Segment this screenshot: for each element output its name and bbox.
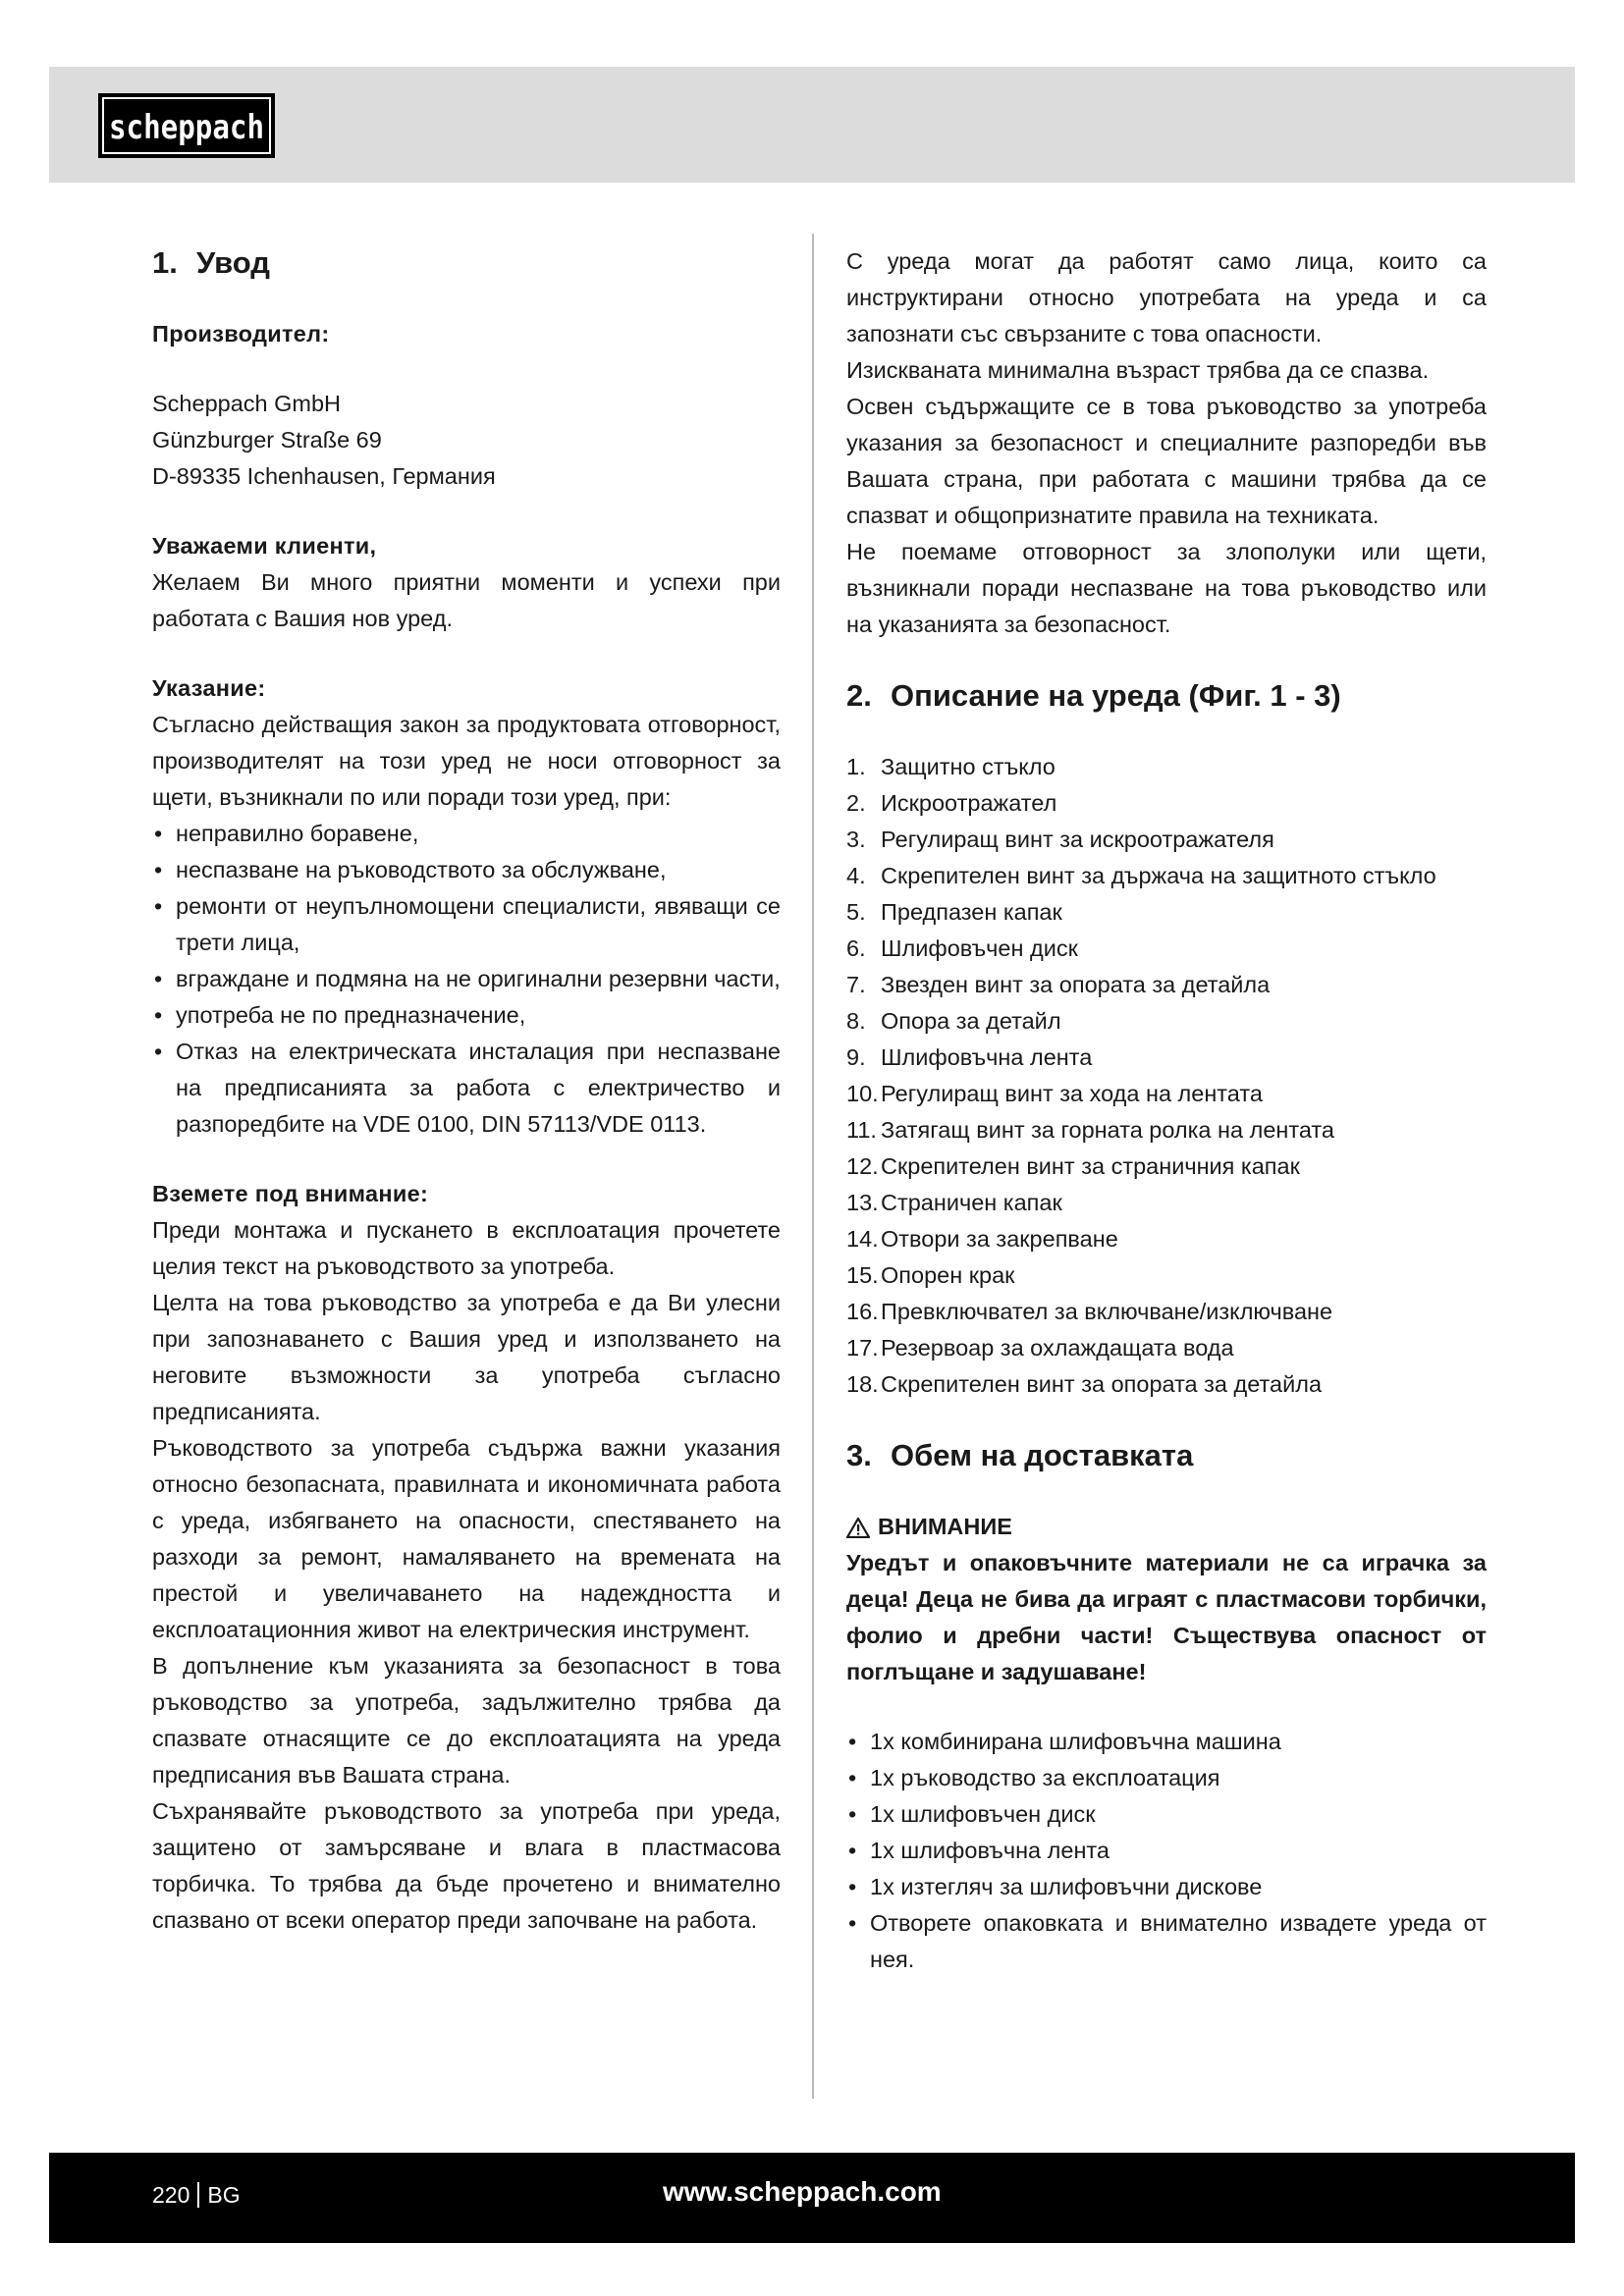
intro-paragraph: С уреда могат да работят само лица, които са инструктирани относно употребата на уреда и са запознати със свързаните с това опасности. [846,248,1487,347]
attention-paragraph: В допълнение към указанията за безопасност в това ръководство за употреба, задължително трябва да спазвате отнасящите се до експлоатацията на уреда предписания във Вашата страна. [152,1653,781,1788]
section-3-heading: 3. Обем на доставката [846,1438,1194,1472]
list-item: 3. Регулиращ винт за искроотражателя [846,827,1274,852]
section-2-heading: 2. Описание на уреда (Фиг. 1 - 3) [846,678,1341,713]
dear-customers-label: Уважаеми клиенти, [152,533,377,559]
list-item: 1. Защитно стъкло [846,754,1056,779]
scheppach-logo [98,93,275,158]
list-item: 4. Скрепителен винт за държача на защитното стъкло [846,863,1436,888]
logo-wordmark: scheppach [109,108,264,147]
list-item: 5. Предпазен капак [846,899,1062,925]
dear-customers-text: Желаем Ви много приятни моменти и успехи при работата с Вашия нов уред. [152,569,781,631]
page-indicator [152,2182,241,2209]
list-item: 14. Отвори за закрепване [846,1226,1118,1252]
attention-paragraph: Ръководството за употреба съдържа важни указания относно безопасната, правилната и икономичната работа с уреда, избягването на опасности, спестяването на разходи за ремонт, намаляването на времената на престой и увеличаването на надеждността и експлоатационния живот на електрическия инструмент. [152,1435,781,1642]
manufacturer-label: Производител: [152,321,330,347]
section-1-heading: 1. Увод [152,245,270,280]
list-item: 15. Опорен крак [846,1262,1015,1288]
attention-paragraph: Съхранявайте ръководството за употреба при уреда, защитено от замърсяване и влага в пластмасова торбичка. То трябва да бъде прочетено и внимателно спазвано от всеки оператор преди започване на работа. [152,1798,781,1933]
warning-icon [846,1517,870,1538]
list-item: • 1x изтегляч за шлифовъчни дискове [846,1869,1487,1905]
list-item: 6. Шлифовъчен диск [846,935,1078,961]
website-link[interactable]: www.scheppach.com [663,2176,942,2207]
list-item: 10. Регулиращ винт за хода на лентата [846,1081,1263,1106]
delivery-list [846,1724,1487,1978]
note-text: Съгласно действащия закон за продуктовата отговорност, производителят на този уред не носи отговорност за щети, възникнали по или поради този уред, при: [152,712,781,810]
warning-text: Уредът и опаковъчните материали не са играчка за деца! Деца не бива да играят с пластмасови торбички, фолио и дребни части! Съществува опасност от поглъщане и задушаване! [846,1550,1487,1684]
list-item: • употреба не по предназначение, [152,997,781,1034]
note-label: Указание: [152,675,266,701]
attention-paragraph: Целта на това ръководство за употреба е да Ви улесни при запознаването с Вашия уред и използването на неговите възможности за употреба съгласно предписанията. [152,1290,781,1424]
language-code: BG [207,2182,241,2208]
list-item: • вграждане и подмяна на не оригинални резервни части, [152,961,781,997]
list-item: 9. Шлифовъчна лента [846,1044,1093,1070]
right-column [846,243,1487,1978]
warning-heading: ВНИМАНИЕ [846,1509,1487,1545]
list-item: • 1x ръководство за експлоатация [846,1760,1487,1796]
intro-paragraph: Изискваната минимална възраст трябва да се спазва. [846,357,1430,383]
liability-list [152,816,781,1143]
list-item: • неспазване на ръководството за обслужване, [152,852,781,888]
list-item: 12. Скрепителен винт за страничния капак [846,1153,1300,1179]
attention-label: Вземете под внимание: [152,1181,429,1206]
left-column [152,243,781,1939]
intro-paragraph: Освен съдържащите се в това ръководство за употреба указания за безопасност и специалните разпоредби във Вашата страна, при работата с машини трябва да се спазват и общопризнатите правила на техниката. [846,394,1487,528]
list-item: 8. Опора за детайл [846,1008,1061,1034]
list-item: • 1x комбинирана шлифовъчна машина [846,1724,1487,1760]
list-item: • 1x шлифовъчна лента [846,1833,1487,1869]
list-item: 7. Звезден винт за опората за детайла [846,972,1271,997]
list-item: • 1x шлифовъчен диск [846,1796,1487,1833]
list-item: 11. Затягащ винт за горната ролка на лентата [846,1117,1334,1143]
intro-paragraph: Не поемаме отговорност за злополуки или щети, възникнали поради неспазване на това ръководство или на указанията за безопасност. [846,539,1487,637]
page-number: 220 [152,2182,190,2208]
footer [49,2153,1575,2243]
list-item: • Отворете опаковката и внимателно извадете уреда от нея. [846,1905,1487,1978]
list-item: • неправилно боравене, [152,816,781,852]
attention-paragraph: Преди монтажа и пускането в експлоатация прочетете целия текст на ръководството за употреба. [152,1217,781,1279]
list-item: 17. Резервоар за охлаждащата вода [846,1335,1234,1361]
list-item: 16. Превключвател за включване/изключване [846,1299,1333,1324]
list-item: 13. Страничен капак [846,1190,1062,1215]
list-item: • ремонти от неупълномощени специалисти, явяващи се трети лица, [152,888,781,961]
manufacturer-address: Scheppach GmbH Günzburger Straße 69 D-89335 Ichenhausen, Германия [152,391,496,489]
list-item: • Отказ на електрическата инсталация при неспазване на предписанията за работа с електричество и разпоредбите на VDE 0100, DIN 57113/VDE 0113. [152,1034,781,1143]
column-divider [812,234,814,2099]
parts-list [846,749,1487,1403]
list-item: 2. Искроотражател [846,790,1057,816]
header-band [49,67,1575,183]
list-item: 18. Скрепителен винт за опората за детайла [846,1371,1323,1397]
